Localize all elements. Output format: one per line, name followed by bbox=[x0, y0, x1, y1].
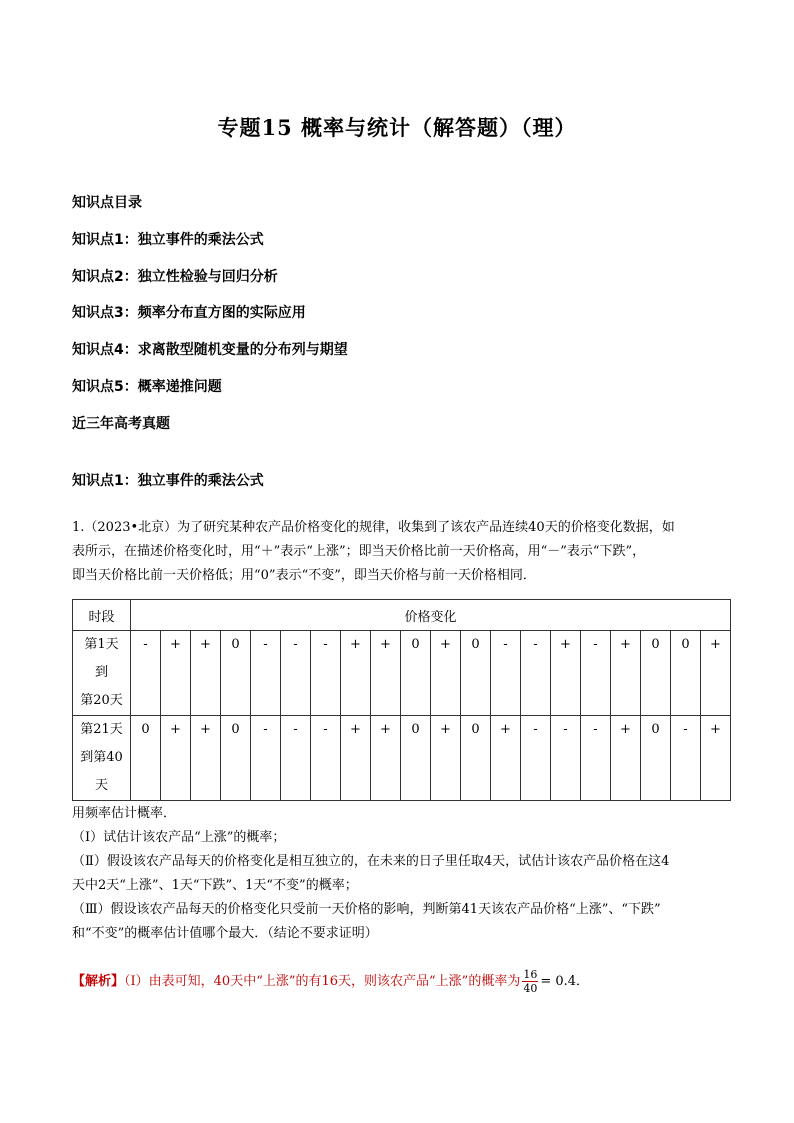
price-change-cell: - bbox=[581, 716, 611, 801]
toc-item-5: 知识点5：概率递推问题 bbox=[72, 379, 222, 395]
price-change-cell: - bbox=[281, 716, 311, 801]
question-3-line-2: 和“不变”的概率估计值哪个最大．（结论不要求证明） bbox=[72, 926, 378, 941]
table-row bbox=[73, 631, 731, 716]
price-change-cell: + bbox=[701, 716, 731, 801]
price-change-cell: - bbox=[131, 631, 161, 716]
price-change-cell: + bbox=[371, 631, 401, 716]
price-change-cell: + bbox=[341, 631, 371, 716]
price-change-cell: - bbox=[551, 716, 581, 801]
solution bbox=[72, 968, 589, 995]
price-change-cell: - bbox=[491, 631, 521, 716]
price-change-cell: + bbox=[431, 631, 461, 716]
toc-item-4: 知识点4：求离散型随机变量的分布列与期望 bbox=[72, 342, 348, 358]
question-3-line-1: （Ⅲ）假设该农产品每天的价格变化只受前一天价格的影响，判断第41天该农产品价格“上涨”、“下跌” bbox=[72, 902, 661, 917]
question-1: （Ⅰ）试估计该农产品“上涨”的概率； bbox=[72, 830, 286, 845]
price-change-cell: - bbox=[251, 631, 281, 716]
toc-item-6: 近三年高考真题 bbox=[72, 416, 170, 432]
row-label-day21-40: 第21天 到第40 天 bbox=[73, 716, 131, 801]
price-change-cell: + bbox=[491, 716, 521, 801]
solution-tag: 【解析】 bbox=[72, 974, 125, 989]
price-change-cell: - bbox=[251, 716, 281, 801]
price-change-cell: - bbox=[581, 631, 611, 716]
price-change-cell: + bbox=[191, 631, 221, 716]
toc-item-1: 知识点1：独立事件的乘法公式 bbox=[72, 232, 264, 248]
price-change-table bbox=[72, 599, 731, 801]
problem-intro-line-2: 表所示，在描述价格变化时，用“＋”表示“上涨”；即当天价格比前一天价格高，用“－”表示“下跌”， bbox=[72, 544, 646, 559]
fraction-denominator: 40 bbox=[523, 982, 538, 995]
price-change-cell: - bbox=[311, 716, 341, 801]
question-2-line-1: （Ⅱ）假设该农产品每天的价格变化是相互独立的，在未来的日子里任取4天，试估计该农产品价格在这4 bbox=[72, 854, 670, 869]
row-label-day1-20: 第1天 到 第20天 bbox=[73, 631, 131, 716]
table-header-change: 价格变化 bbox=[131, 600, 731, 631]
price-change-cell: - bbox=[521, 716, 551, 801]
price-change-cell: 0 bbox=[641, 716, 671, 801]
table-header-period: 时段 bbox=[73, 600, 131, 631]
problem-intro bbox=[72, 516, 722, 588]
solution-fraction bbox=[522, 968, 538, 995]
price-change-cell: + bbox=[371, 716, 401, 801]
price-change-cell: + bbox=[551, 631, 581, 716]
problem-intro-line-1: 1.（2023•北京）为了研究某种农产品价格变化的规律，收集到了该农产品连续40天的价格变化数据，如 bbox=[72, 520, 675, 535]
problem-intro-line-3: 即当天价格比前一天价格低；用“0”表示“不变”，即当天价格与前一天价格相同． bbox=[72, 568, 536, 583]
price-change-cell: 0 bbox=[221, 716, 251, 801]
problem-questions bbox=[72, 802, 722, 946]
toc-item-3: 知识点3：频率分布直方图的实际应用 bbox=[72, 305, 306, 321]
toc-heading: 知识点目录 bbox=[72, 195, 142, 211]
price-change-cell: - bbox=[281, 631, 311, 716]
price-change-cell: 0 bbox=[641, 631, 671, 716]
price-change-cell: + bbox=[341, 716, 371, 801]
toc-item-2: 知识点2：独立性检验与回归分析 bbox=[72, 269, 278, 285]
price-change-cell: 0 bbox=[461, 716, 491, 801]
section-heading: 知识点1：独立事件的乘法公式 bbox=[72, 473, 264, 489]
after-table-text: 用频率估计概率． bbox=[72, 806, 177, 821]
solution-text: （Ⅰ）由表可知，40天中“上涨”的有16天，则该农产品“上涨”的概率为 bbox=[124, 974, 521, 989]
price-change-cell: + bbox=[191, 716, 221, 801]
price-change-cell: 0 bbox=[221, 631, 251, 716]
price-change-cell: 0 bbox=[401, 631, 431, 716]
price-change-cell: - bbox=[521, 631, 551, 716]
table-row bbox=[73, 716, 731, 801]
price-change-cell: + bbox=[431, 716, 461, 801]
price-change-cell: 0 bbox=[671, 631, 701, 716]
price-change-cell: + bbox=[611, 716, 641, 801]
price-change-cell: + bbox=[161, 631, 191, 716]
solution-result: = 0.4． bbox=[540, 974, 590, 989]
price-change-cell: 0 bbox=[461, 631, 491, 716]
fraction-numerator: 16 bbox=[523, 968, 538, 981]
question-2-line-2: 天中2天“上涨”、1天“下跌”、1天“不变”的概率； bbox=[72, 878, 358, 893]
price-change-cell: + bbox=[161, 716, 191, 801]
price-change-cell: - bbox=[671, 716, 701, 801]
page-title: 专题15 概率与统计（解答题）（理） bbox=[217, 115, 577, 140]
price-change-cell: - bbox=[311, 631, 341, 716]
price-change-cell: 0 bbox=[401, 716, 431, 801]
price-change-cell: 0 bbox=[131, 716, 161, 801]
price-change-cell: + bbox=[611, 631, 641, 716]
price-change-cell: + bbox=[701, 631, 731, 716]
